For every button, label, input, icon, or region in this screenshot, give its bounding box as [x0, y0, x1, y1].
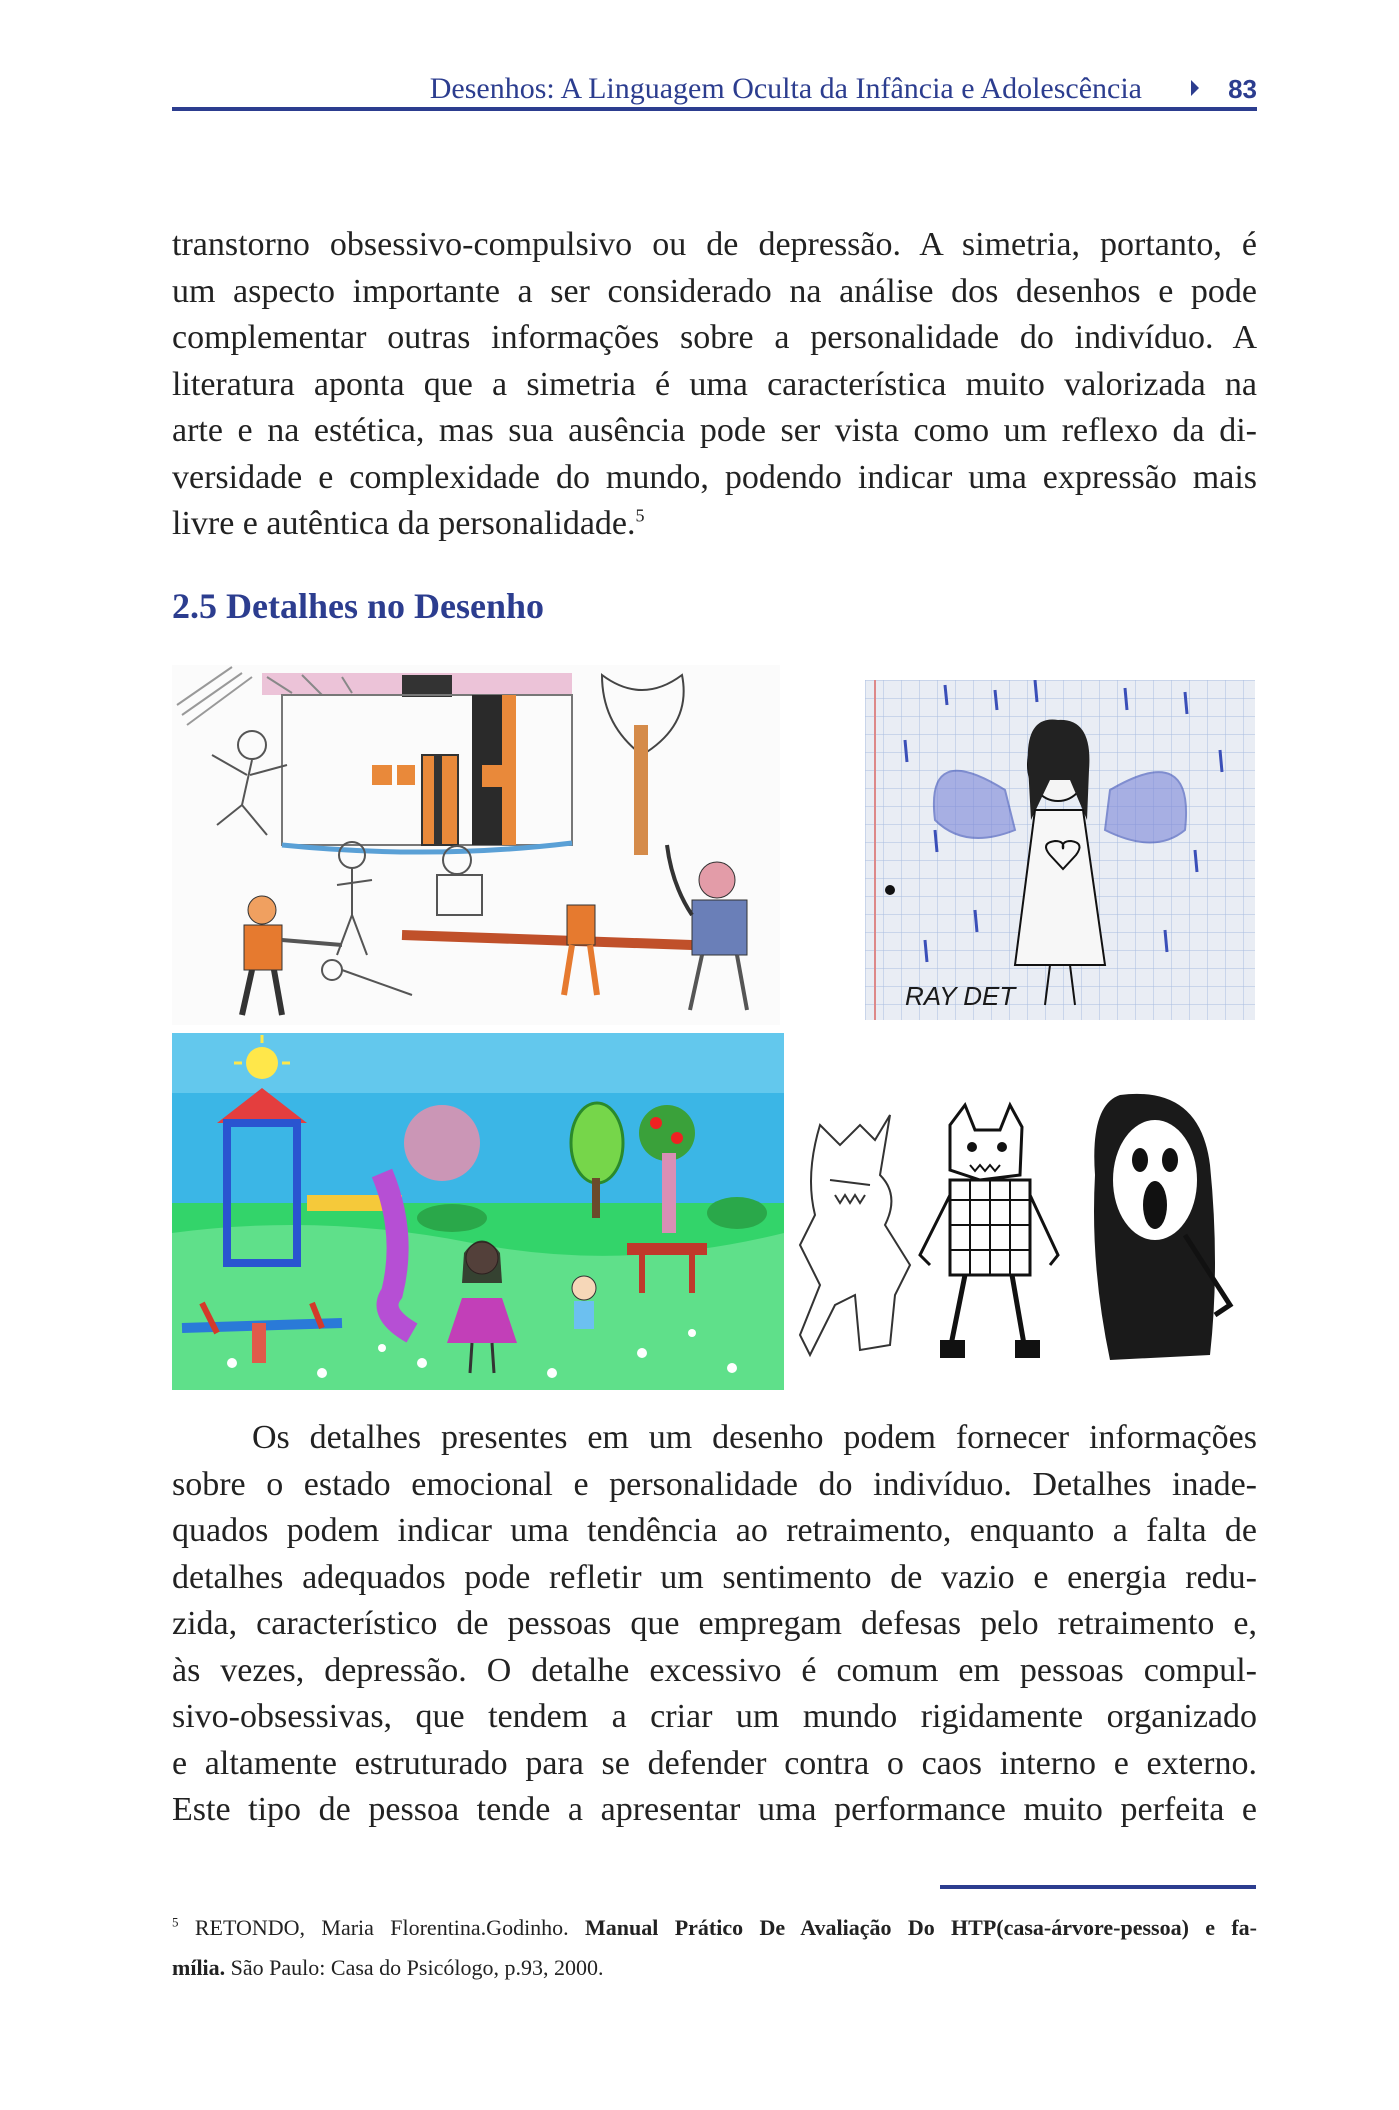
paragraph-details [172, 1415, 1257, 1834]
text-line-content: livre e autêntica da personalidade. [172, 505, 636, 542]
text-line: um aspecto importante a ser considerado na análise dos desenhos e pode [172, 272, 1257, 310]
text-line: arte e na estética, mas sua ausência pode ser vista como um reflexo da di- [172, 412, 1257, 449]
drawing-playground [172, 1033, 784, 1390]
footnote-number: 5 [172, 1914, 179, 1930]
drawing-monsters [790, 1085, 1258, 1375]
text-line: às vezes, depressão. O detalhe excessivo é comum em pessoas compul- [172, 1651, 1257, 1689]
drawing-signature: RAY DET [905, 981, 1016, 1011]
section-heading: 2.5 Detalhes no Desenho [172, 586, 545, 626]
paragraph-symmetry [172, 222, 1257, 548]
text-line: complementar outras informações sobre a personalidade do indivíduo. A [172, 319, 1257, 356]
triangle-right-icon [1191, 80, 1199, 96]
footnote [172, 1908, 1257, 1988]
text-line-last [172, 501, 1257, 548]
footnote-title-end: mília. [172, 1955, 226, 1980]
header-rule [172, 107, 1257, 111]
drawing-house-scene [172, 665, 780, 1025]
footnote-author: RETONDO, Maria Florentina.Godinho. [194, 1915, 569, 1940]
text-line: literatura aponta que a simetria é uma característica muito valorizada na [172, 365, 1257, 403]
drawing-angel-on-grid [865, 680, 1255, 1020]
text-line: e altamente estruturado para se defender contra o caos interno e externo. [172, 1744, 1257, 1782]
text-line: Este tipo de pessoa tende a apresentar uma performance muito perfeita e [172, 1791, 1257, 1828]
text-line: sivo-obsessivas, que tendem a criar um mundo rigidamente organizado [172, 1698, 1257, 1735]
footnote-reference[interactable]: 5 [635, 505, 645, 526]
text-line: zida, característico de pessoas que empregam defesas pelo retraimento e, [172, 1605, 1257, 1642]
footnote-line [172, 1908, 1257, 1948]
footnote-publication: São Paulo: Casa do Psicólogo, p.93, 2000. [230, 1955, 604, 1980]
text-line: sobre o estado emocional e personalidade do indivíduo. Detalhes inade- [172, 1465, 1257, 1503]
text-line-indent: Os detalhes presentes em um desenho podem fornecer informações [252, 1419, 1257, 1456]
page-number: 83 [1228, 74, 1257, 104]
footnote-line [172, 1948, 1257, 1988]
text-line: versidade e complexidade do mundo, podendo indicar uma expressão mais [172, 458, 1257, 496]
text-line: quados podem indicar uma tendência ao retraimento, enquanto a falta de [172, 1512, 1257, 1549]
footnote-title: Manual Prático De Avaliação Do HTP(casa-árvore-pessoa) e fa- [585, 1915, 1258, 1940]
running-title: Desenhos: A Linguagem Oculta da Infância e Adolescência [429, 72, 1142, 105]
text-line: detalhes adequados pode refletir um sentimento de vazio e energia redu- [172, 1558, 1257, 1596]
footnote-rule [940, 1885, 1256, 1889]
text-line: transtorno obsessivo-compulsivo ou de depressão. A simetria, portanto, é [172, 226, 1257, 263]
